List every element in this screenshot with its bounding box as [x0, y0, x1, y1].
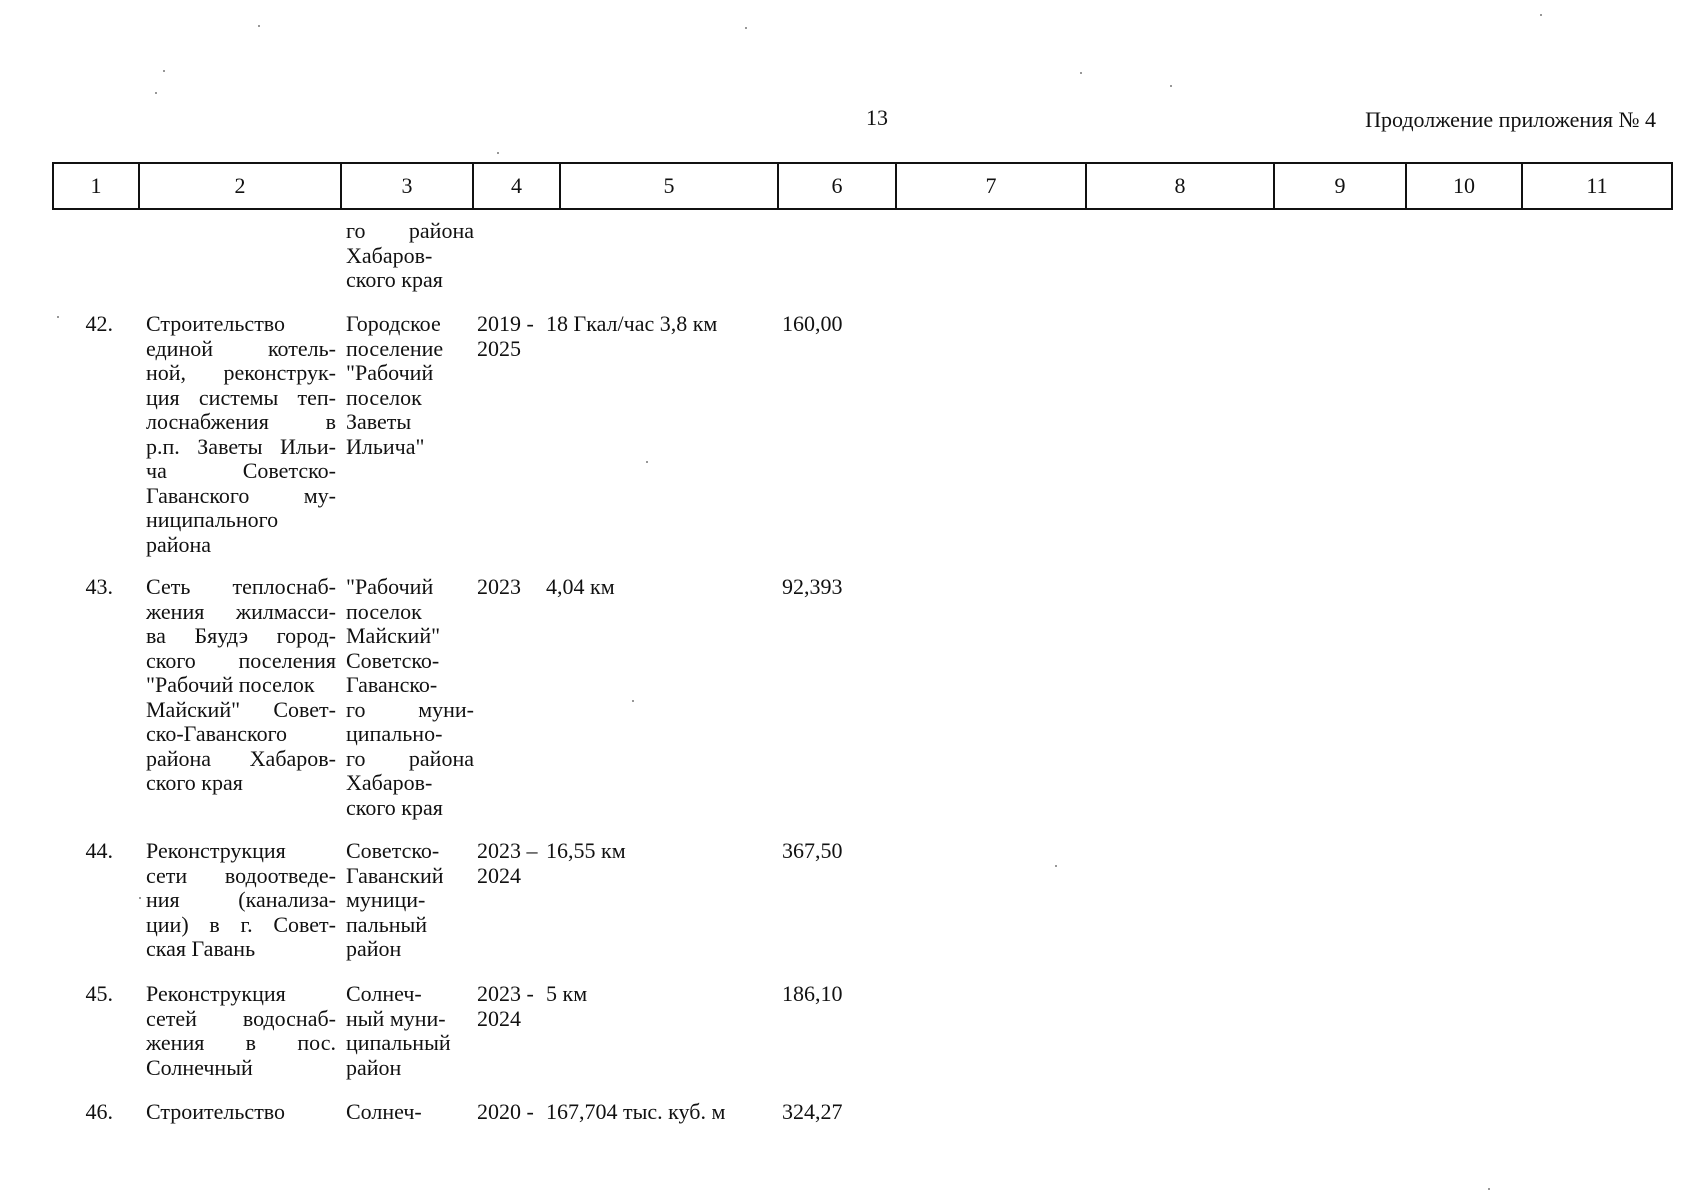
row-number: 44.: [85, 838, 113, 863]
cost-cell: 324,27: [782, 1099, 843, 1124]
text-line: Солнечный: [146, 1054, 253, 1080]
text-line: Гаванского му-: [146, 482, 336, 508]
text-line: го района: [346, 218, 474, 243]
text-line: ниципального: [146, 507, 279, 532]
years-cell: [477, 312, 537, 361]
scan-speck: [1055, 865, 1057, 867]
text-line: ского поселения: [146, 647, 336, 673]
cost-cell: 186,10: [782, 981, 843, 1006]
column-header: 5: [560, 163, 778, 209]
column-header: 3: [341, 163, 473, 209]
scan-speck: [745, 27, 747, 29]
row-number: 43.: [85, 574, 113, 599]
capacity-cell: 4,04 км: [546, 574, 615, 599]
text-line: "Рабочий поселок: [146, 672, 315, 697]
cost-cell: 367,50: [782, 838, 843, 863]
text-line: 2020 -: [477, 1099, 534, 1124]
scan-speck: [632, 700, 634, 702]
scan-speck: [1080, 72, 1082, 74]
years-cell: [477, 839, 537, 888]
text-line: Советско-: [346, 647, 440, 673]
scan-speck: [1488, 1188, 1490, 1190]
text-line: ции) в г. Совет-: [146, 911, 336, 937]
text-line: го муни-: [346, 696, 474, 722]
text-line: ной, реконструк-: [146, 360, 336, 385]
text-line: го района: [346, 745, 474, 771]
text-line: Ильича": [346, 433, 425, 459]
text-line: Солнеч-: [346, 981, 422, 1006]
text-line: района Хабаров-: [146, 745, 336, 771]
column-header: 11: [1522, 163, 1672, 209]
object-name-cell: [146, 839, 336, 962]
text-line: поселение: [346, 335, 444, 361]
text-line: "Рабочий: [346, 360, 434, 385]
text-line: ская Гавань: [146, 936, 256, 961]
scan-speck: [1170, 85, 1172, 87]
location-cell: [346, 1100, 474, 1125]
text-line: Реконструкция: [146, 981, 286, 1006]
text-line: ния (канализа-: [146, 887, 336, 912]
scan-speck: [155, 92, 157, 94]
text-line: ского края: [346, 794, 443, 820]
text-line: Заветы: [346, 409, 412, 434]
text-line: 2023 -: [477, 981, 534, 1006]
text-line: 2025: [477, 335, 521, 361]
column-header: 10: [1406, 163, 1522, 209]
row-number: 42.: [85, 311, 113, 336]
text-line: Хабаров-: [346, 242, 433, 268]
column-header: 9: [1274, 163, 1406, 209]
text-line: жения жилмасси-: [146, 598, 336, 624]
text-line: Советско-: [346, 838, 440, 863]
column-header: 7: [896, 163, 1086, 209]
text-line: сети водоотведе-: [146, 862, 336, 888]
page-number: 13: [866, 105, 888, 130]
column-header: 2: [139, 163, 341, 209]
text-line: ципально-: [346, 721, 443, 746]
location-cell: [346, 312, 474, 459]
text-line: "Рабочий: [346, 574, 434, 599]
text-line: Майский" Совет-: [146, 696, 336, 722]
object-name-cell: [146, 575, 336, 796]
text-line: Хабаров-: [346, 770, 433, 795]
text-line: ча Советско-: [146, 458, 336, 483]
text-line: пальный: [346, 911, 428, 937]
row-number: 45.: [85, 981, 113, 1006]
location-cell: [346, 575, 474, 820]
object-name-cell: [146, 1100, 336, 1125]
text-line: р.п. Заветы Ильи-: [146, 433, 336, 459]
row-number: 46.: [85, 1099, 113, 1124]
column-number-header: [52, 162, 1673, 210]
column-header: 4: [473, 163, 560, 209]
cost-cell: 160,00: [782, 311, 843, 336]
text-line: района: [146, 531, 212, 557]
scan-speck: [646, 461, 648, 463]
scan-speck: [258, 25, 260, 27]
continuation-heading: Продолжение приложения № 4: [1365, 107, 1656, 132]
text-line: Городское: [346, 311, 441, 336]
column-header: 1: [53, 163, 139, 209]
scan-speck: [57, 316, 59, 318]
text-line: Гаванский: [346, 862, 444, 888]
text-line: район: [346, 1054, 402, 1080]
scan-speck: [139, 897, 141, 899]
text-line: поселок: [346, 598, 422, 624]
text-line: ва Бяудэ город-: [146, 623, 336, 648]
capacity-cell: 18 Гкал/час 3,8 км: [546, 311, 718, 336]
capacity-cell: 167,704 тыс. куб. м: [546, 1099, 726, 1124]
years-cell: [477, 1100, 537, 1125]
text-line: сетей водоснаб-: [146, 1005, 336, 1031]
text-line: Солнеч-: [346, 1099, 422, 1124]
text-line: ского края: [146, 770, 243, 795]
scan-speck: [1540, 14, 1542, 16]
text-line: Строительство: [146, 311, 286, 336]
text-line: лоснабжения в: [146, 409, 336, 434]
column-header: 8: [1086, 163, 1274, 209]
text-line: поселок: [346, 384, 422, 410]
object-name-cell: [146, 312, 336, 557]
object-name-cell: [146, 982, 336, 1080]
text-line: муници-: [346, 887, 426, 912]
text-line: 2023: [477, 574, 521, 599]
capacity-cell: 5 км: [546, 981, 588, 1006]
text-line: 2019 -: [477, 311, 534, 336]
cost-cell: 92,393: [782, 574, 843, 599]
text-line: Строительство: [146, 1099, 286, 1124]
text-line: район: [346, 936, 402, 961]
text-line: 2024: [477, 862, 521, 888]
text-line: ского края: [346, 267, 443, 292]
years-cell: [477, 575, 537, 600]
text-line: ско-Гаванского: [146, 721, 288, 746]
text-line: ция системы теп-: [146, 384, 336, 410]
text-line: ный муни-: [346, 1005, 446, 1031]
location-cell: [346, 982, 474, 1080]
column-header: 6: [778, 163, 896, 209]
text-line: жения в пос.: [146, 1030, 336, 1055]
text-line: ципальный: [346, 1030, 451, 1055]
text-line: 2024: [477, 1005, 521, 1031]
text-line: Реконструкция: [146, 838, 286, 863]
text-line: 2023 –: [477, 838, 538, 863]
scan-speck: [497, 152, 499, 154]
location-cell: [346, 839, 474, 962]
text-line: единой котель-: [146, 335, 336, 361]
capacity-cell: 16,55 км: [546, 838, 626, 863]
text-line: Майский": [346, 623, 441, 648]
location-cell: [346, 219, 474, 293]
text-line: Сеть теплоснаб-: [146, 574, 336, 599]
text-line: Гаванско-: [346, 672, 438, 697]
years-cell: [477, 982, 537, 1031]
scan-speck: [163, 70, 165, 72]
